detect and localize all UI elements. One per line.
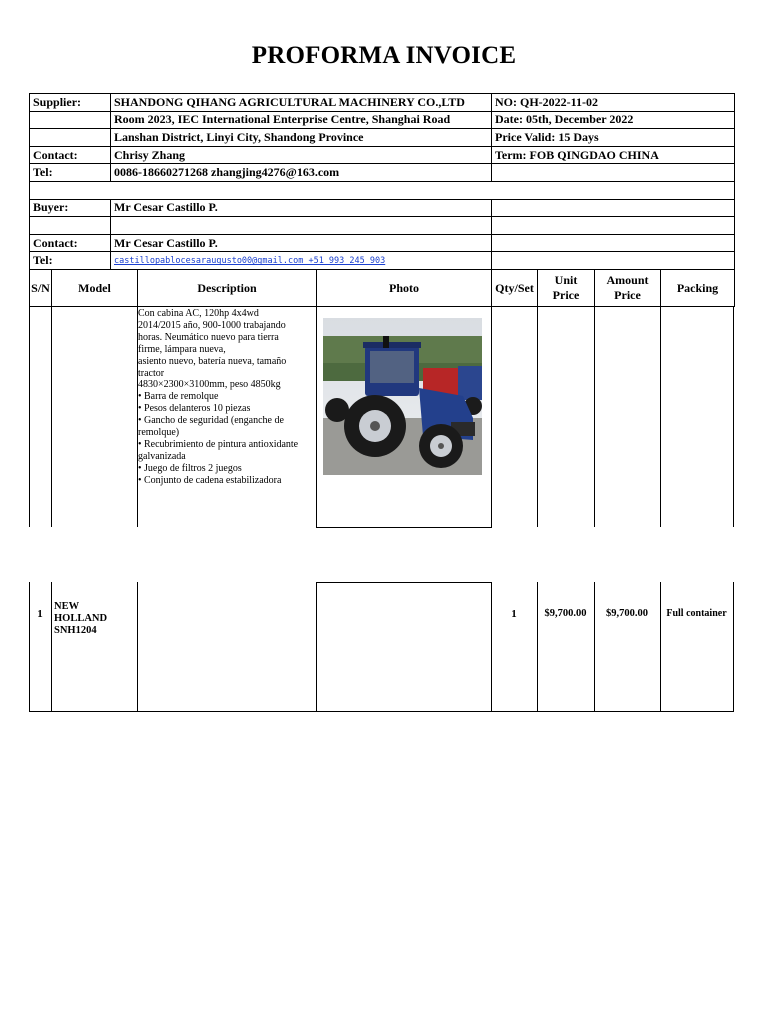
grid-line bbox=[316, 307, 317, 527]
col-unit-price-line2: Price bbox=[552, 288, 580, 302]
empty-cell bbox=[111, 217, 492, 235]
buyer-tel-link[interactable] bbox=[111, 252, 492, 270]
description-line: • Juego de filtros 2 juegos bbox=[138, 462, 242, 474]
grid-line bbox=[491, 307, 492, 527]
buyer-email-link[interactable]: castillopablocesaraugusto00@gmail.com +51 993 245 903 bbox=[114, 256, 386, 267]
grid-line bbox=[660, 307, 661, 527]
model-line: HOLLAND bbox=[54, 613, 108, 624]
buyer-label: Buyer: bbox=[30, 199, 111, 217]
info-row bbox=[30, 129, 735, 147]
grid-line bbox=[29, 711, 734, 712]
grid-line bbox=[491, 582, 492, 712]
col-packing: Packing bbox=[661, 270, 735, 307]
grid-line bbox=[537, 307, 538, 527]
empty-cell bbox=[492, 234, 735, 252]
model-line: NEW bbox=[54, 601, 80, 612]
grid-line bbox=[316, 582, 317, 712]
description-line: horas. Neumático nuevo para tierra bbox=[138, 331, 279, 343]
price-valid: Price Valid: 15 Days bbox=[492, 129, 735, 147]
item-description bbox=[138, 308, 316, 487]
grid-line bbox=[51, 582, 52, 712]
grid-line bbox=[660, 582, 661, 712]
invoice-number: NO: QH-2022-11-02 bbox=[492, 94, 735, 112]
page-title: PROFORMA INVOICE bbox=[251, 42, 517, 69]
item-model bbox=[54, 601, 136, 637]
empty-cell bbox=[30, 181, 735, 199]
empty-cell bbox=[492, 164, 735, 182]
col-amount-line1: Amount bbox=[606, 273, 649, 287]
description-line: remolque) bbox=[138, 427, 180, 439]
description-line: asiento nuevo, batería nueva, tamaño bbox=[138, 355, 287, 367]
empty-cell bbox=[30, 129, 111, 147]
description-line: 4830×2300×3100mm, peso 4850kg bbox=[138, 379, 281, 391]
info-row bbox=[30, 252, 735, 270]
description-line: Con cabina AC, 120hp 4x4wd bbox=[138, 308, 259, 319]
grid-line bbox=[733, 582, 734, 712]
supplier-tel-label: Tel: bbox=[30, 164, 111, 182]
info-row bbox=[30, 217, 735, 235]
col-description: Description bbox=[138, 270, 317, 307]
grid-line bbox=[537, 582, 538, 712]
description-line: • Conjunto de cadena estabilizadora bbox=[138, 474, 282, 486]
item-packing: Full container bbox=[666, 608, 727, 619]
supplier-tel: 0086-18660271268 zhangjing4276@163.com bbox=[111, 164, 492, 182]
grid-line bbox=[594, 582, 595, 712]
info-row bbox=[30, 234, 735, 252]
buyer-name: Mr Cesar Castillo P. bbox=[111, 199, 492, 217]
info-row bbox=[30, 146, 735, 164]
empty-cell bbox=[492, 252, 735, 270]
description-line: 2014/2015 año, 900-1000 trabajando bbox=[138, 319, 286, 331]
info-row bbox=[30, 111, 735, 129]
grid-line bbox=[316, 527, 492, 528]
trade-term: Term: FOB QINGDAO CHINA bbox=[492, 146, 735, 164]
grid-line bbox=[594, 307, 595, 527]
col-unit-price-line1: Unit bbox=[554, 273, 578, 287]
item-sn: 1 bbox=[37, 608, 43, 620]
supplier-contact-label: Contact: bbox=[30, 146, 111, 164]
header-info-table bbox=[29, 93, 735, 270]
description-line: galvanizada bbox=[138, 450, 186, 462]
col-amount-line2: Price bbox=[614, 288, 641, 302]
tractor-photo-icon bbox=[323, 318, 482, 475]
supplier-address-2: Lanshan District, Linyi City, Shandong Province bbox=[111, 129, 492, 147]
info-row bbox=[30, 164, 735, 182]
grid-line bbox=[29, 582, 30, 712]
supplier-name: SHANDONG QIHANG AGRICULTURAL MACHINERY CO.,LTD bbox=[111, 94, 492, 112]
supplier-contact: Chrisy Zhang bbox=[111, 146, 492, 164]
info-row bbox=[30, 94, 735, 112]
description-line: • Pesos delanteros 10 piezas bbox=[138, 403, 251, 415]
info-row bbox=[30, 199, 735, 217]
buyer-tel-label: Tel: bbox=[30, 252, 111, 270]
grid-line bbox=[51, 307, 52, 527]
item-qty: 1 bbox=[511, 608, 517, 620]
item-unit-price: $9,700.00 bbox=[544, 608, 587, 619]
col-qty: Qty/Set bbox=[492, 270, 538, 307]
invoice-date: Date: 05th, December 2022 bbox=[492, 111, 735, 129]
col-unit-price bbox=[538, 270, 595, 307]
col-photo: Photo bbox=[317, 270, 492, 307]
col-model: Model bbox=[52, 270, 138, 307]
empty-cell bbox=[492, 217, 735, 235]
col-amount-price bbox=[595, 270, 661, 307]
empty-cell bbox=[30, 111, 111, 129]
col-sn: S/N bbox=[30, 270, 52, 307]
description-line: firme, lámpara nueva, bbox=[138, 343, 226, 355]
buyer-contact: Mr Cesar Castillo P. bbox=[111, 234, 492, 252]
description-line: tractor bbox=[138, 367, 165, 379]
supplier-address-1: Room 2023, IEC International Enterprise Centre, Shanghai Road bbox=[111, 111, 492, 129]
buyer-contact-label: Contact: bbox=[30, 234, 111, 252]
empty-cell bbox=[30, 217, 111, 235]
grid-line bbox=[137, 582, 138, 712]
description-line: • Barra de remolque bbox=[138, 391, 219, 403]
supplier-label: Supplier: bbox=[30, 94, 111, 112]
item-amount: $9,700.00 bbox=[606, 608, 648, 619]
grid-line bbox=[733, 307, 734, 527]
model-line: SNH1204 bbox=[54, 625, 97, 636]
description-line: • Gancho de seguridad (enganche de bbox=[138, 415, 284, 427]
empty-cell bbox=[492, 199, 735, 217]
grid-line bbox=[316, 582, 492, 583]
description-line: • Recubrimiento de pintura antioxidante bbox=[138, 438, 299, 450]
grid-line bbox=[29, 307, 30, 527]
info-row bbox=[30, 181, 735, 199]
items-table-header bbox=[29, 269, 735, 307]
